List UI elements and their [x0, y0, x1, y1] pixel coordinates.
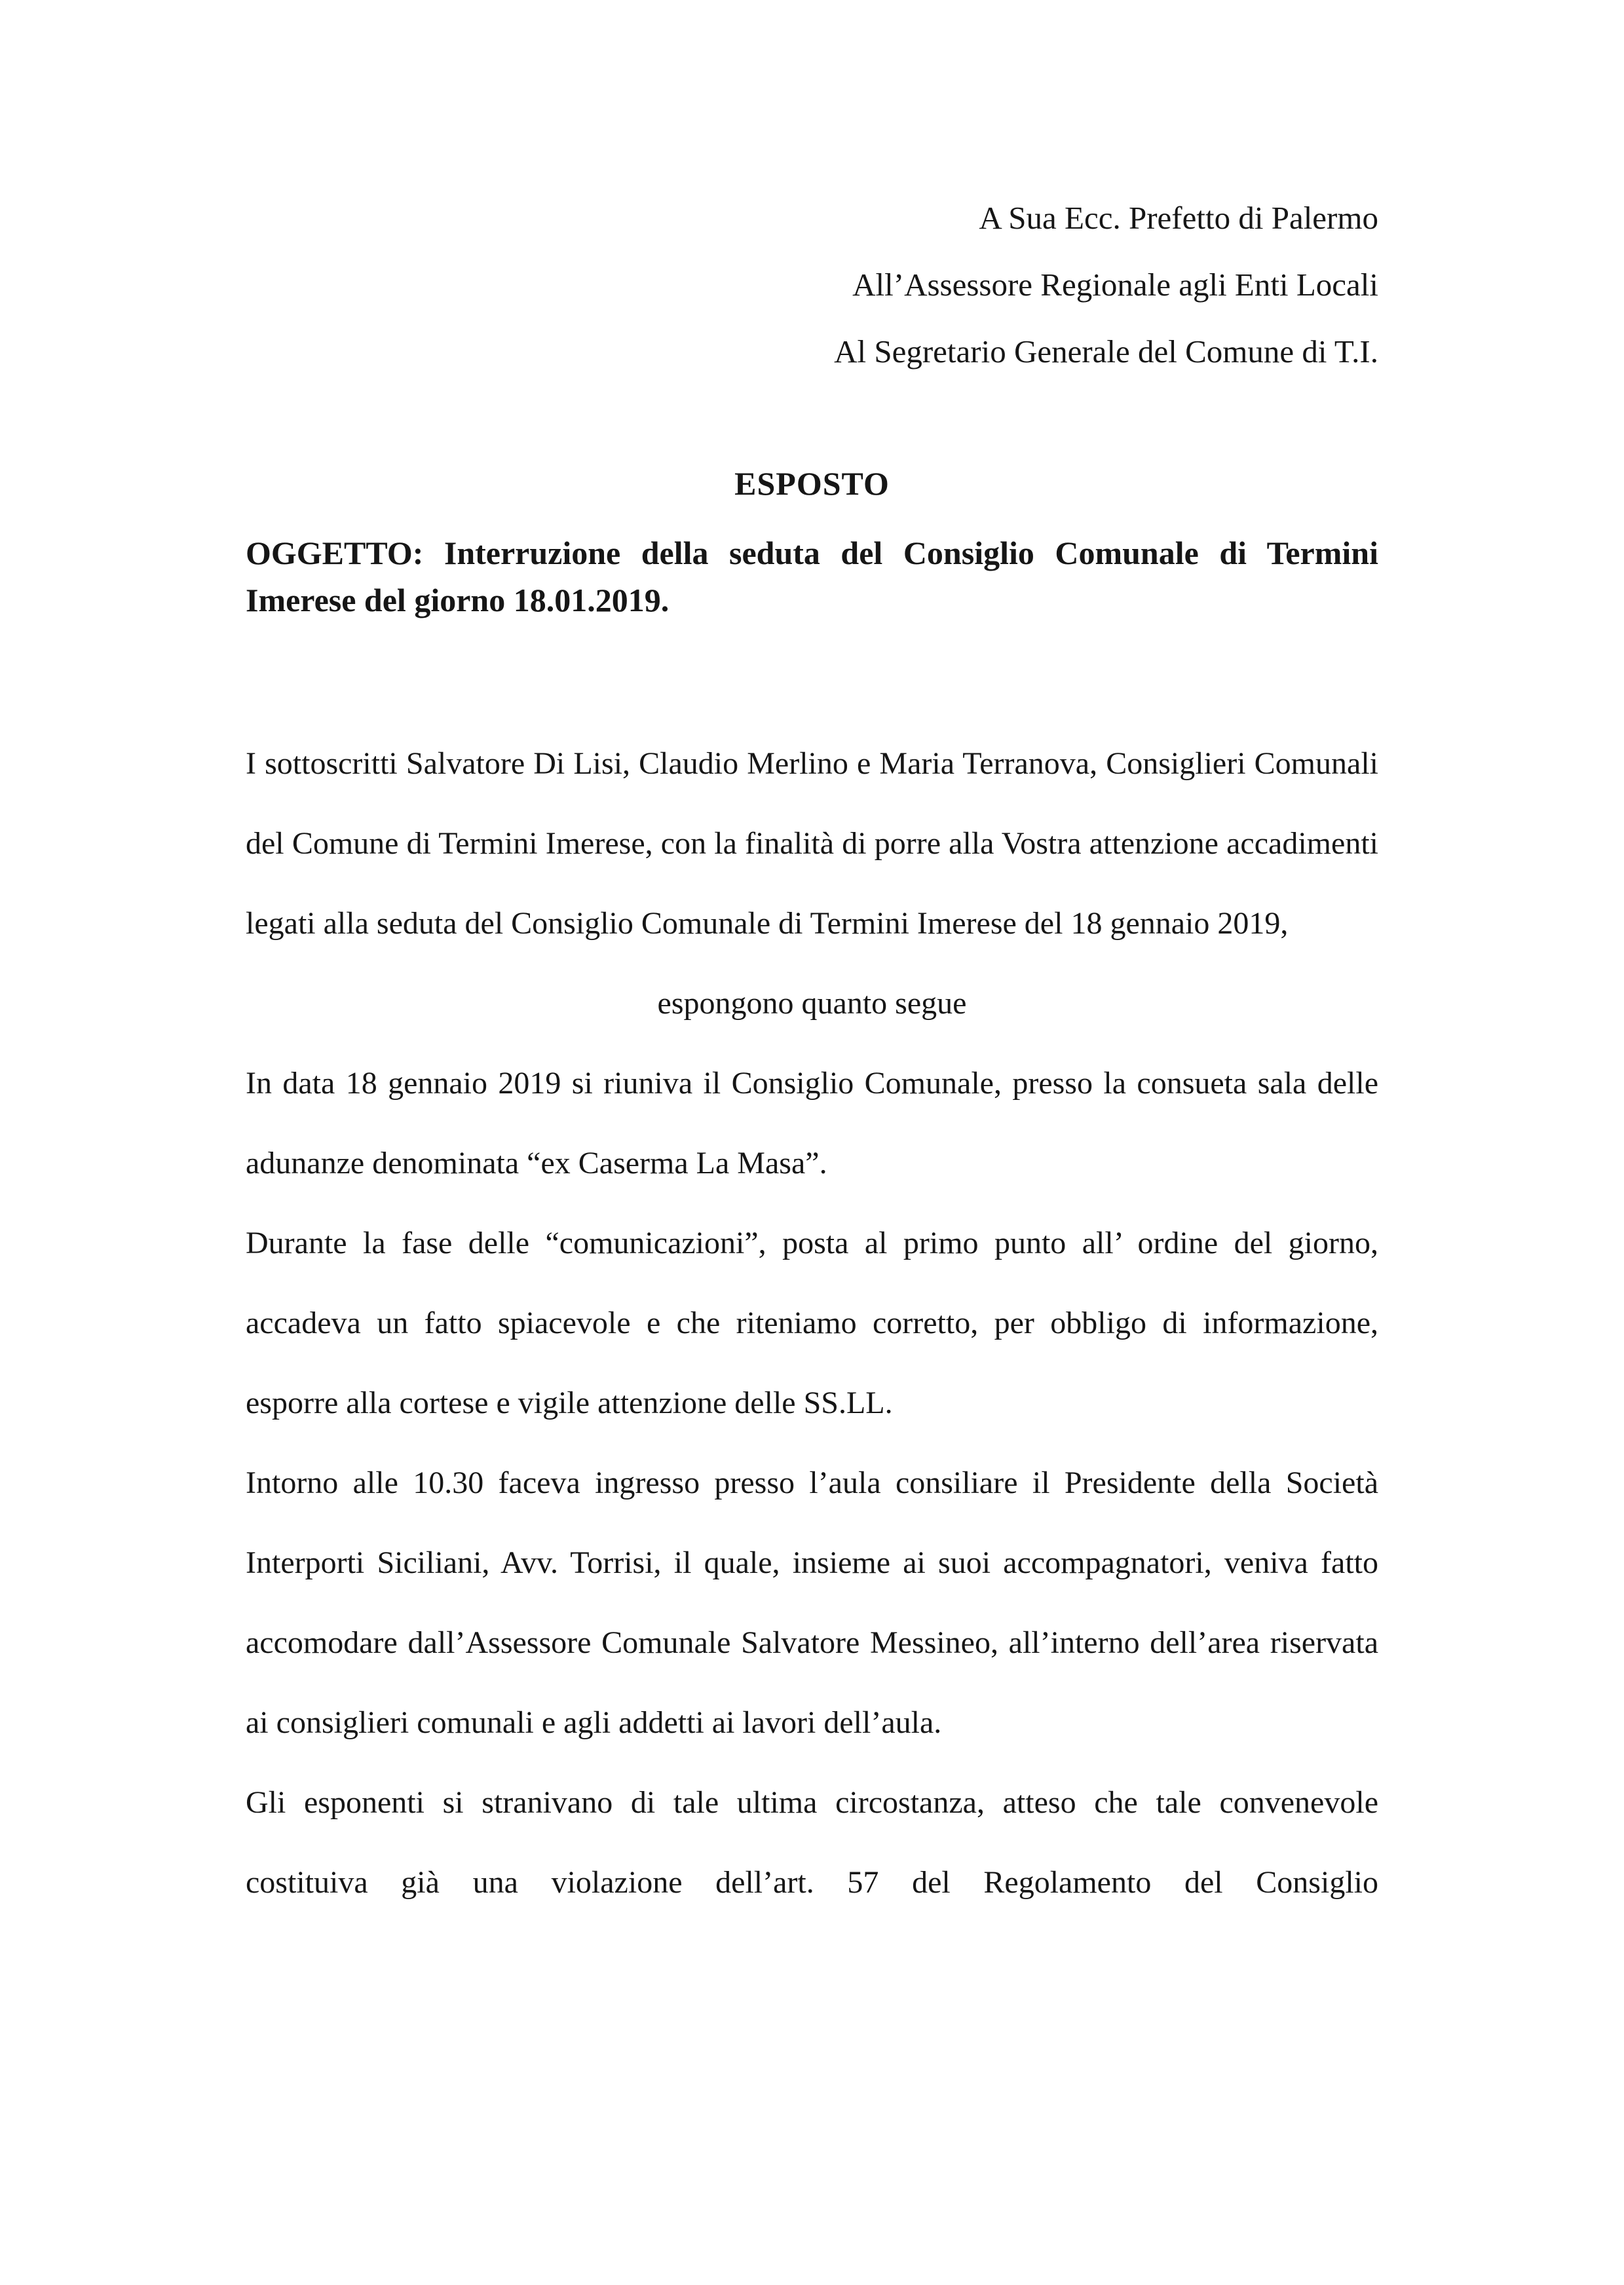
addressee-segretario: Al Segretario Generale del Comune di T.I.	[834, 333, 1378, 369]
paragraph-1: In data 18 gennaio 2019 si riuniva il Consiglio Comunale, presso la consueta sala delle adunanze denominata “ex Caserma La Masa”.	[246, 1066, 1378, 1180]
paragraph-4: Gli esponenti si stranivano di tale ultima circostanza, atteso che tale convenevole costituiva già una violazione dell’art. 57 del Regolamento del Consiglio	[246, 1785, 1378, 1900]
paragraph-expose: espongono quanto segue	[657, 986, 967, 1021]
paragraph-intro: I sottoscritti Salvatore Di Lisi, Claudio Merlino e Maria Terranova, Consiglieri Comunali del Comune di Termini Imerese, con la finalità di porre alla Vostra attenzione accadimenti legati alla seduta del Consiglio Comunale di Termini Imerese del 18 gennaio 2019,	[246, 746, 1378, 941]
addressee-block	[834, 185, 1378, 385]
paragraph-3: Intorno alle 10.30 faceva ingresso presso l’aula consiliare il Presidente della Società Interporti Siciliani, Avv. Torrisi, il quale, insieme ai suoi accompagnatori, veniva fatto accomodare dall’Assessore Comunale Salvatore Messineo, all’interno dell’area riservata ai consiglieri comunali e agli addetti ai lavori dell’aula.	[246, 1465, 1378, 1740]
document-body	[246, 724, 1378, 1923]
paragraph-2: Durante la fase delle “comunicazioni”, posta al primo punto all’ ordine del giorno, accadeva un fatto spiacevole e che riteniamo corretto, per obbligo di informazione, esporre alla cortese e vigile attenzione delle SS.LL.	[246, 1226, 1378, 1420]
addressee-prefetto: A Sua Ecc. Prefetto di Palermo	[979, 200, 1378, 236]
subject-line: OGGETTO: Interruzione della seduta del Consiglio Comunale di Termini Imerese del giorno 18.01.2019.	[246, 535, 1378, 618]
addressee-assessore: All’Assessore Regionale agli Enti Locali	[852, 267, 1378, 303]
document-title: ESPOSTO	[734, 465, 890, 502]
